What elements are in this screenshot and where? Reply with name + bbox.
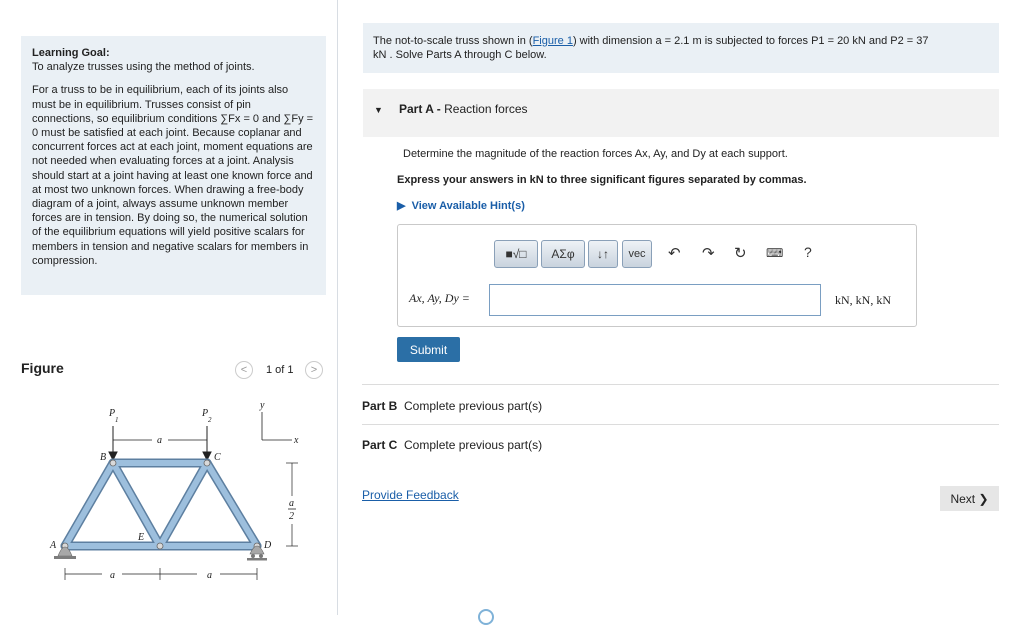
part-a-instructions: Express your answers in kN to three significant figures separated by commas. <box>397 174 807 186</box>
figure-prev-button[interactable]: < <box>235 361 253 379</box>
undo-icon[interactable]: ↶ <box>668 245 681 262</box>
hint-triangle-icon: ▶ <box>397 200 412 212</box>
joint-e-label: E <box>138 532 145 543</box>
keyboard-icon[interactable]: ⌨ <box>766 246 784 260</box>
answer-input[interactable] <box>489 284 821 316</box>
greek-symbols-button[interactable]: AΣφ <box>541 240 585 268</box>
part-a-header[interactable] <box>363 89 999 137</box>
joint-a-label: A <box>50 540 57 551</box>
part-a-tag: Part A - <box>399 102 441 116</box>
x-axis-label: x <box>294 435 299 446</box>
left-panel <box>0 0 338 615</box>
part-b-tag: Part B <box>362 399 398 413</box>
answer-label: Ax, Ay, Dy = <box>409 291 470 305</box>
problem-intro <box>363 23 999 73</box>
scroll-indicator[interactable] <box>478 609 494 625</box>
part-c-row <box>362 438 542 452</box>
redo-icon[interactable]: ↷ <box>702 245 715 262</box>
view-hints-link[interactable] <box>397 199 525 212</box>
vec-button[interactable]: vec <box>622 240 652 268</box>
figure-1-link[interactable]: Figure 1 <box>532 35 573 47</box>
divider-line <box>362 424 999 425</box>
bottom-dimension-line <box>65 568 257 580</box>
joint-d-label: D <box>264 540 272 551</box>
next-button[interactable]: Next ❯ <box>940 486 999 511</box>
joint-c-label: C <box>214 452 221 463</box>
axes <box>262 412 292 440</box>
truss-members <box>65 463 257 546</box>
divider-line <box>362 384 999 385</box>
part-b-text: Complete previous part(s) <box>404 399 543 413</box>
submit-button[interactable]: Submit <box>397 337 460 362</box>
reset-icon[interactable]: ↻ <box>734 245 747 262</box>
figure-next-button[interactable]: > <box>305 361 323 379</box>
learning-goal-box <box>21 36 326 295</box>
joint-b-label: B <box>100 452 107 463</box>
part-c-tag: Part C <box>362 438 398 452</box>
intro-suffix: kN . Solve Parts A through C below. <box>373 49 547 61</box>
arrows-button[interactable]: ↓↑ <box>588 240 618 268</box>
intro-middle: ) with dimension a = 2.1 m is subjected to forces P1 = 20 kN and P2 = 37 <box>572 35 929 47</box>
part-b-row <box>362 399 542 413</box>
p1-subscript: 1 <box>115 416 119 424</box>
intro-prefix: The not-to-scale truss shown in ( <box>373 35 533 47</box>
part-a-question: Determine the magnitude of the reaction forces Ax, Ay, and Dy at each support. <box>403 148 788 160</box>
answer-box <box>397 224 917 327</box>
learning-goal-body: For a truss to be in equilibrium, each of its joints also must be in equilibrium. Trusses consist of pin connections, so equilibrium conditions ∑Fx = 0 and ∑Fy = 0 must be satisfied at each joint. Because coplanar and concurrent forces act at each joint, moment equations are not needed when evaluating forces at a joint. Analysis should start at a joint having at least one known force and at most two unknown forces. When drawing a free-body diagram of a joint, always assume unknown member forces are in tension. By doing so, the numerical solution of the equilibrium equations will yield positive scalars for members in tension and negative scalars for members in compression. <box>32 84 314 267</box>
p2-label: P <box>202 408 209 419</box>
learning-goal-subtitle: To analyze trusses using the method of joints. <box>32 61 255 74</box>
part-c-text: Complete previous part(s) <box>404 438 543 452</box>
part-a-title: Reaction forces <box>440 102 528 116</box>
help-icon[interactable]: ? <box>804 244 812 260</box>
figure-label: Figure <box>21 360 64 376</box>
learning-goal-title: Learning Goal: <box>32 47 110 59</box>
dimension-half-denominator: 2 <box>289 511 294 522</box>
figure-pager-text: 1 of 1 <box>266 364 294 376</box>
dimension-a-bottom-2: a <box>207 570 212 581</box>
p1-label: P <box>109 408 116 419</box>
y-axis-label: y <box>260 400 265 411</box>
view-hints-label: View Available Hint(s) <box>411 200 525 212</box>
dimension-a-top: a <box>157 435 162 446</box>
dimension-a-bottom-1: a <box>110 570 115 581</box>
collapse-triangle-icon[interactable]: ▼ <box>374 105 383 115</box>
answer-units: kN, kN, kN <box>835 293 891 307</box>
truss-figure <box>40 398 310 588</box>
provide-feedback-link[interactable]: Provide Feedback <box>362 488 459 502</box>
templates-button[interactable]: ■√□ <box>494 240 538 268</box>
p2-subscript: 2 <box>208 416 212 424</box>
dimension-half-numerator: a <box>289 498 294 509</box>
